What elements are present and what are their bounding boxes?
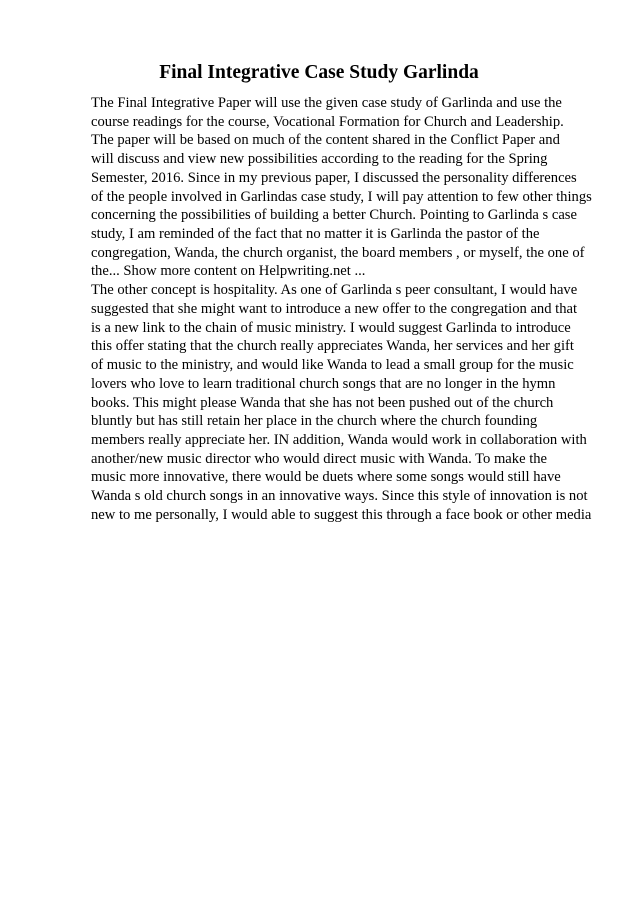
body-line: is a new link to the chain of music ministry. I would suggest Garlinda to introduce — [91, 319, 571, 336]
body-line: The paper will be based on much of the content shared in the Conflict Paper and — [91, 132, 560, 149]
show-more-line: the... Show more content on Helpwriting.net ... — [91, 263, 366, 280]
body-line: suggested that she might want to introduce a new offer to the congregation and that — [91, 300, 578, 317]
body-line: congregation, Wanda, the church organist, the board members , or myself, the one of — [91, 244, 585, 261]
body-line: study, I am reminded of the fact that no matter it is Garlinda the pastor of the — [91, 226, 540, 243]
body-line: another/new music director who would direct music with Wanda. To make the — [91, 450, 548, 467]
body-line: this offer stating that the church really appreciates Wanda, her services and her gift — [91, 338, 574, 355]
body-line: Semester, 2016. Since in my previous paper, I discussed the personality differences — [91, 169, 577, 186]
document-title: Final Integrative Case Study Garlinda — [159, 62, 479, 83]
body-line: members really appreciate her. IN addition, Wanda would work in collaboration with — [91, 431, 587, 448]
document-body — [91, 94, 611, 525]
body-line: Wanda s old church songs in an innovative ways. Since this style of innovation is not — [91, 488, 588, 505]
body-line: new to me personally, I would able to suggest this through a face book or other media — [91, 506, 592, 523]
body-line: The other concept is hospitality. As one of Garlinda s peer consultant, I would have — [91, 282, 578, 299]
body-line: lovers who love to learn traditional church songs that are no longer in the hymn — [91, 375, 556, 392]
body-line: concerning the possibilities of building a better Church. Pointing to Garlinda s case — [91, 207, 577, 224]
body-line: of music to the ministry, and would like Wanda to lead a small group for the music — [91, 357, 574, 374]
body-line: books. This might please Wanda that she has not been pushed out of the church — [91, 394, 554, 411]
body-line: course readings for the course, Vocational Formation for Church and Leadership. — [91, 113, 564, 130]
body-line: of the people involved in Garlindas case study, I will pay attention to few other things — [91, 188, 592, 205]
body-line: The Final Integrative Paper will use the given case study of Garlinda and use the — [91, 95, 562, 111]
body-line: will discuss and view new possibilities according to the reading for the Spring — [91, 151, 548, 168]
body-line: bluntly but has still retain her place in the church where the church founding — [91, 413, 538, 430]
body-line: music more innovative, there would be duets where some songs would still have — [91, 469, 561, 486]
